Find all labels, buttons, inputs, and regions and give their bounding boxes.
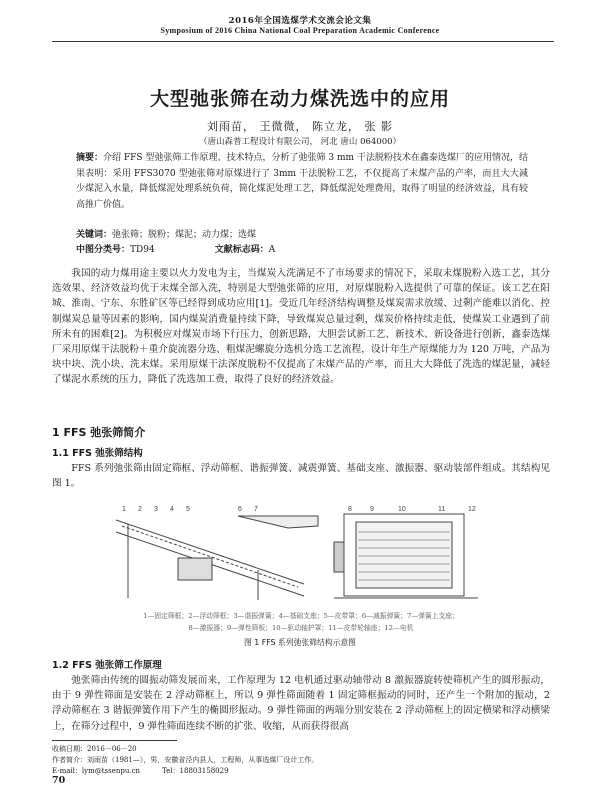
principle-paragraph: 弛张筛由传统的圆振动筛发展而来，工作原理为 12 电机通过驱动轴带动 8 激振器旋转使筛机产生的圆形振动，由于 9 弹性筛面是安装在 2 浮动筛框上，所以 9 弹性筛面随着 1 固定筛框振动的同时，还产生一个附加的振动，2 浮动筛框在 3 谐振弹簧作用下产生的椭圆形振动。9 弹性筛面的两端分别安装在 2 浮动筛框上的固定横梁和浮动横梁上，在筛分过程中，9 弹性筛面连续不断的扩张、收缩，从而获得很高 (52, 675, 550, 732)
fig-label-1: 1 (122, 506, 126, 513)
abstract-text: 介绍 FFS 型弛张筛工作原理、技术特点，分析了弛张筛 3 mm 干法脱粉技术在鑫泰选煤厂的应用情况，结果表明：采用 FFS3070 型弛张筛对原煤进行了 3mm 干法脱粉工艺，不仅提高了末煤产品的产率，而且大大减少煤泥入水量，降低煤泥处理系统负荷，简化煤泥处理工艺，降低煤泥处理费用，取得了明显的经济效益，具有较高推广价值。 (76, 153, 528, 210)
affiliation: （唐山森普工程设计有限公司， 河北 唐山 064000） (198, 137, 402, 147)
abstract-label: 摘要： (76, 153, 104, 163)
fig-label-8: 8 (348, 506, 352, 513)
feed-chute (238, 516, 318, 528)
footnote-author: 作者简介：刘雨苗（1981—），男，安徽省泾内县人，工程师，从事选煤厂设计工作。 (52, 756, 319, 764)
running-header-subtitle: Symposium of 2016 China National Coal Preparation Academic Conference (160, 26, 440, 35)
running-header-title: 2016年全国选煤学术交流会论文集 (228, 16, 372, 26)
subsection-heading-1-1: 1.1 FFS 弛张筛结构 (52, 448, 143, 459)
fig-label-11: 11 (438, 506, 446, 513)
footnote-divider (52, 740, 177, 741)
fig-label-4: 4 (170, 506, 174, 513)
motor (334, 542, 344, 572)
figure-1-diagram (108, 502, 492, 602)
fig-label-12: 12 (468, 506, 476, 513)
structure-paragraph: FFS 系列弛张筛由固定筛框、浮动筛框、谐振弹簧、减震弹簧、基础支座、激振器、驱动装部件组成。其结构见图 1。 (52, 463, 550, 490)
fig-label-5: 5 (186, 506, 190, 513)
fig-label-10: 10 (398, 506, 406, 513)
keywords (76, 227, 528, 240)
intro-paragraph: 我国的动力煤用途主要以火力发电为主，当煤炭入洗满足不了市场要求的情况下，采取末煤脱粉入选工艺，其分选效果、经济效益均优于末煤全部入洗，特别是大型弛张筛的应用，对原煤脱粉入选提供了可靠的保证。该工艺在阳城、淮南、宁东、东胜矿区等已经得到成功应用[1]。受近几年经济结构调整及煤炭需求放缓、过剩产能难以消化、控制煤炭总量等因素的影响，国内煤炭消费量持续下降，导致煤炭总量过剩，煤炭价格持续走低，使煤炭工业遇到了前所未有的困难[2]。为积极应对煤炭市场下行压力，创新思路，大胆尝试新工艺、新技术、新设备进行创新，鑫泰选煤厂采用原煤干法脱粉＋重介旋流器分选、粗煤泥螺旋分选机分选工艺流程，设计年生产原煤能力为 120 万吨，产品为块中块、洗小块、洗末煤。采用原煤干法深度脱粉不仅提高了末煤产品的产率，而且大大降低了洗选的煤泥量，减轻了煤泥水系统的压力，降低了洗选加工费，取得了良好的经济效益。 (52, 268, 550, 386)
keywords-label: 关键词： (76, 230, 113, 240)
classification (76, 242, 528, 255)
fig-label-3: 3 (154, 506, 158, 513)
page-number: 70 (52, 775, 66, 786)
clc-value: TD94 (130, 245, 155, 255)
footnote-received: 收稿日期：2016－06－20 (52, 745, 137, 753)
section-heading-1: 1 FFS 弛张筛简介 (52, 426, 146, 439)
footnote-tel: Tel：18803158029 (162, 767, 229, 775)
abstract (76, 151, 528, 213)
authors: 刘雨苗， 王微微， 陈立龙， 张 影 (207, 120, 393, 133)
doc-code-label: 文献标志码： (214, 245, 269, 255)
header-divider (52, 41, 554, 42)
clc-label: 中图分类号： (76, 245, 131, 255)
side-exciter (178, 558, 212, 580)
fig-label-6: 6 (238, 506, 242, 513)
subsection-heading-1-2: 1.2 FFS 弛张筛工作原理 (52, 660, 162, 671)
doc-code-value: A (268, 245, 276, 255)
footnote-contact (52, 766, 550, 776)
fig-label-9: 9 (370, 506, 374, 513)
fig-label-2: 2 (138, 506, 142, 513)
figure-legend-line-2: 8—激振器；9—弹性筛板；10—驱动轴护罩；11—皮带轮轴座；12—电机 (188, 624, 414, 632)
figure-caption: 图 1 FFS 系列弛张筛结构示意图 (244, 638, 356, 647)
fig-label-7: 7 (254, 506, 258, 513)
figure-legend-line-1: 1—固定筛框；2—浮动筛框；3—谐振弹簧；4—基础支座；5—皮带罩；6—减振弹簧；7—弹簧上支座； (143, 612, 459, 620)
keywords-text: 弛张筛；脱粉；煤泥；动力煤；选煤 (112, 230, 257, 240)
paper-title: 大型弛张筛在动力煤洗选中的应用 (149, 88, 450, 110)
footnote-email: E-mail：lym@tssenpu.cn (52, 767, 141, 775)
